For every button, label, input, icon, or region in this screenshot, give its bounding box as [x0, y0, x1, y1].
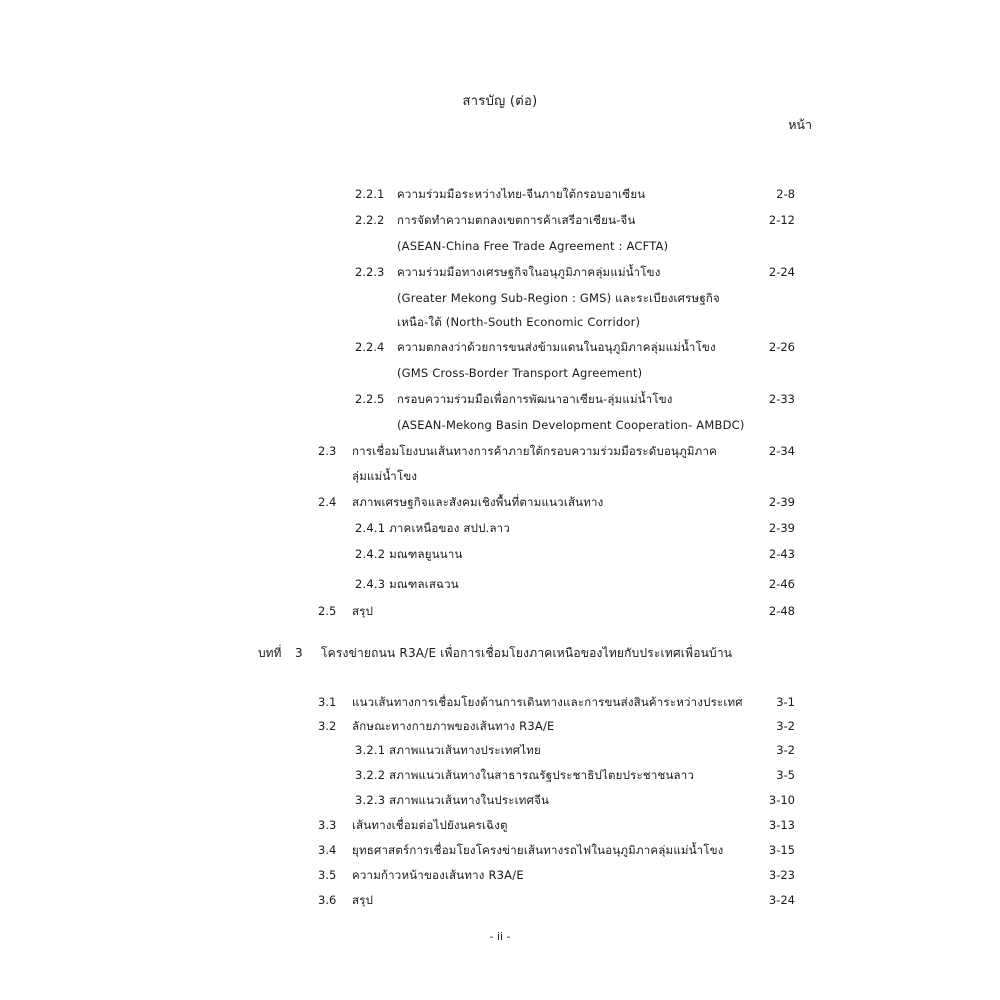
toc-text: สรุป [352, 604, 374, 618]
toc-text: ความร่วมมือทางเศรษฐกิจในอนุภูมิภาคลุ่มแม่น้ำโขง [397, 265, 661, 279]
toc-text: (Greater Mekong Sub-Region : GMS) และระเบียงเศรษฐกิจ [397, 291, 720, 305]
toc-text: เหนือ-ใต้ (North-South Economic Corridor) [397, 315, 641, 329]
toc-page: 3-15 [768, 843, 795, 857]
toc-entry-continuation [0, 415, 1000, 435]
toc-entry [0, 890, 1000, 910]
toc-page: 3-1 [776, 695, 795, 709]
toc-page: 2-24 [768, 265, 795, 279]
toc-number: 3.2 [318, 719, 337, 733]
toc-text: 3.2.1 สภาพแนวเส้นทางประเทศไทย [355, 743, 541, 757]
toc-number: 3.6 [318, 893, 337, 907]
toc-text: สรุป [352, 893, 374, 907]
toc-entry [0, 492, 1000, 512]
toc-page: 2-39 [768, 495, 795, 509]
toc-entry [0, 815, 1000, 835]
toc-number: 2.2.1 [355, 187, 385, 201]
toc-page: 2-26 [768, 340, 795, 354]
toc-page: 3-5 [776, 768, 795, 782]
toc-entry [0, 790, 1000, 810]
toc-page: 2-12 [768, 213, 795, 227]
toc-entry [0, 765, 1000, 785]
toc-text: สภาพเศรษฐกิจและสังคมเชิงพื้นที่ตามแนวเส้นทาง [352, 495, 604, 509]
page-column-label: หน้า [788, 117, 812, 132]
page-title: สารบัญ (ต่อ) [462, 94, 538, 109]
toc-text: ความตกลงว่าด้วยการขนส่งข้ามแดนในอนุภูมิภาคลุ่มแม่น้ำโขง [397, 340, 716, 354]
toc-page: 3-13 [768, 818, 795, 832]
toc-number: 3.1 [318, 695, 337, 709]
toc-text: แนวเส้นทางการเชื่อมโยงด้านการเดินทางและการขนส่งสินค้าระหว่างประเทศ [352, 695, 743, 709]
toc-entry [0, 262, 1000, 282]
toc-page: 3-10 [768, 793, 795, 807]
toc-text: (ASEAN-Mekong Basin Development Cooperation- AMBDC) [397, 418, 745, 432]
toc-entry [0, 574, 1000, 594]
toc-entry [0, 337, 1000, 357]
toc-entry [0, 518, 1000, 538]
toc-entry-continuation [0, 312, 1000, 332]
toc-number: 2.3 [318, 444, 337, 458]
toc-number: 3.4 [318, 843, 337, 857]
toc-entry [0, 210, 1000, 230]
toc-number: 2.2.4 [355, 340, 385, 354]
toc-text: 2.4.3 มณฑลเสฉวน [355, 577, 459, 591]
toc-page: 2-43 [768, 547, 795, 561]
toc-page: 2-8 [776, 187, 795, 201]
toc-text: การเชื่อมโยงบนเส้นทางการค้าภายใต้กรอบความร่วมมือระดับอนุภูมิภาค [352, 444, 718, 458]
toc-entry-continuation [0, 466, 1000, 486]
toc-page: 3-24 [768, 893, 795, 907]
toc-page: 2-46 [768, 577, 795, 591]
chapter-heading [0, 642, 1000, 664]
toc-page: 3-2 [776, 719, 795, 733]
toc-entry [0, 601, 1000, 621]
toc-number: 2.2.5 [355, 392, 385, 406]
toc-entry [0, 184, 1000, 204]
toc-text: เส้นทางเชื่อมต่อไปยังนครเฉิงตู [352, 818, 508, 832]
toc-entry [0, 389, 1000, 409]
chapter-title: โครงข่ายถนน R3A/E เพื่อการเชื่อมโยงภาคเหนือของไทยกับประเทศเพื่อนบ้าน [321, 646, 733, 660]
toc-entry [0, 716, 1000, 736]
toc-text: ความก้าวหน้าของเส้นทาง R3A/E [352, 868, 524, 882]
toc-number: 3.5 [318, 868, 337, 882]
toc-text: 3.2.3 สภาพแนวเส้นทางในประเทศจีน [355, 793, 550, 807]
toc-text: 2.4.1 ภาคเหนือของ สปป.ลาว [355, 521, 511, 535]
toc-text: ลักษณะทางกายภาพของเส้นทาง R3A/E [352, 719, 555, 733]
toc-text: (ASEAN-China Free Trade Agreement : ACFTA) [397, 239, 669, 253]
toc-text: (GMS Cross-Border Transport Agreement) [397, 366, 643, 380]
toc-number: 2.2.3 [355, 265, 385, 279]
toc-text: 2.4.2 มณฑลยูนนาน [355, 547, 463, 561]
toc-text: กรอบความร่วมมือเพื่อการพัฒนาอาเซียน-ลุ่มแม่น้ำโขง [397, 392, 673, 406]
toc-entry-continuation [0, 288, 1000, 308]
toc-page: 2-33 [768, 392, 795, 406]
chapter-label: บทที่ [258, 646, 282, 660]
toc-entry [0, 865, 1000, 885]
toc-page: 2-39 [768, 521, 795, 535]
toc-text: ยุทธศาสตร์การเชื่อมโยงโครงข่ายเส้นทางรถไฟในอนุภูมิภาคลุ่มแม่น้ำโขง [352, 843, 724, 857]
toc-text: ความร่วมมือระหว่างไทย-จีนภายใต้กรอบอาเซียน [397, 187, 646, 201]
toc-number: 2.2.2 [355, 213, 385, 227]
toc-entry-continuation [0, 236, 1000, 256]
toc-page: 3-23 [768, 868, 795, 882]
chapter-number: 3 [295, 646, 303, 660]
toc-entry [0, 692, 1000, 712]
toc-entry [0, 544, 1000, 564]
toc-page: 3-2 [776, 743, 795, 757]
toc-text: ลุ่มแม่น้ำโขง [352, 469, 418, 483]
toc-entry-continuation [0, 363, 1000, 383]
toc-number: 2.5 [318, 604, 337, 618]
toc-number: 2.4 [318, 495, 337, 509]
toc-entry [0, 740, 1000, 760]
toc-entry [0, 840, 1000, 860]
toc-page: 2-34 [768, 444, 795, 458]
page-number-footer: - ii - [489, 930, 511, 943]
toc-number: 3.3 [318, 818, 337, 832]
toc-page: 2-48 [768, 604, 795, 618]
toc-text: การจัดทำความตกลงเขตการค้าเสรีอาเซียน-จีน [397, 213, 636, 227]
toc-entry [0, 441, 1000, 461]
toc-text: 3.2.2 สภาพแนวเส้นทางในสาธารณรัฐประชาธิปไตยประชาชนลาว [355, 768, 695, 782]
